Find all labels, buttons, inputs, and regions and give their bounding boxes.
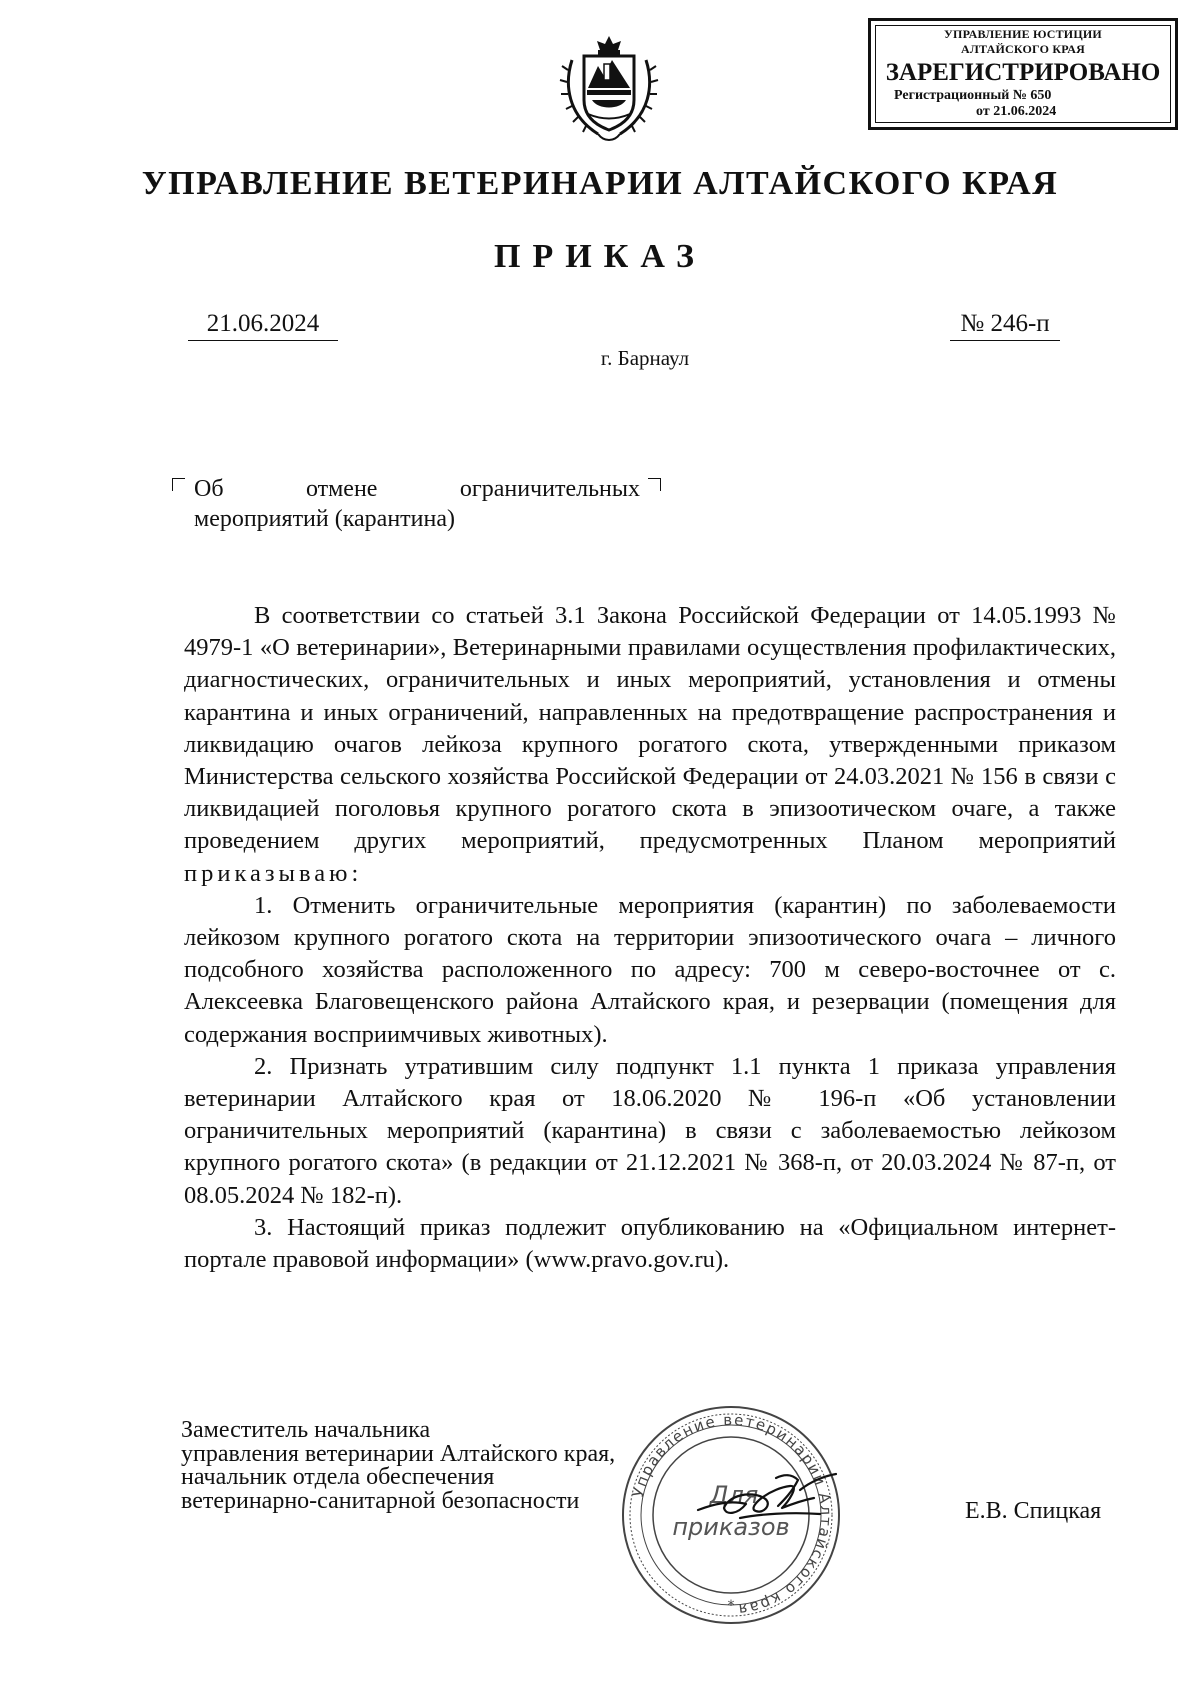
position-line-3: начальник отдела обеспечения <box>181 1464 495 1490</box>
position-line-1: Заместитель начальника <box>181 1417 431 1443</box>
organization-title: УПРАВЛЕНИЕ ВЕТЕРИНАРИИ АЛТАЙСКОГО КРАЯ <box>141 165 1059 202</box>
position-line-4: ветеринарно-санитарной безопасности <box>181 1487 580 1514</box>
item-1-paragraph: 1. Отменить ограничительные мероприятия (карантин) по заболеваемости лейкозом крупного рогатого скота на территории эпизоотического очага – личного подсобного хозяйства расположенного по адресу: 700 м северо-восточнее от с. Алексеевка Благовещенского района Алтайского края, и резервации (помещения для содержания восприимчивых животных). <box>184 891 1116 1048</box>
subject-line-1: Об отмене ограничительных <box>194 476 640 502</box>
preamble-text: В соответствии со статьей 3.1 Закона Российской Федерации от 14.05.1993 № 4979-1 «О ветеринарии», Ветеринарными правилами осуществления профилактических, диагностических, ограничительных и иных мероприятий, установления и отмены карантина и иных ограничений, направленных на предотвращение распространения и ликвидацию очагов лейкоза крупного рогатого скота, утвержденными приказом Министерства сельского хозяйства Российской Федерации от 24.03.2021 № 156 в связи с ликвидацией поголовья крупного рогатого скота в эпизоотическом очаге, а также проведением других мероприятий, предусмотренных Планом мероприятий <box>184 602 1116 855</box>
document-subject <box>194 474 640 534</box>
document-number: № 246-п <box>950 308 1060 341</box>
registration-status: ЗАРЕГИСТРИРОВАНО <box>885 59 1161 86</box>
document-body <box>184 600 1116 1276</box>
registration-number: Регистрационный № 650 <box>894 88 1052 103</box>
signer-name: Е.В. Спицкая <box>965 1498 1102 1524</box>
svg-text:*: * <box>727 1598 735 1614</box>
preamble-paragraph <box>184 600 1116 890</box>
subject-bracket-right-icon <box>648 478 661 491</box>
svg-text:приказов: приказов <box>672 1513 790 1541</box>
document-city: г. Барнаул <box>600 346 690 370</box>
item-3-paragraph: 3. Настоящий приказ подлежит опубликованию на «Официальном интернет-портале правовой информации» (www.pravo.gov.ru). <box>184 1213 1116 1274</box>
altai-krai-coat-of-arms-icon <box>558 30 660 150</box>
subject-line-2: мероприятий (карантина) <box>194 506 455 532</box>
registration-stamp <box>868 18 1178 130</box>
handwritten-signature-icon <box>680 1460 860 1540</box>
item-2-paragraph: 2. Признать утратившим силу подпункт 1.1 пункта 1 приказа управления ветеринарии Алтайского края от 18.06.2020 № 196-п «Об установлении ограничительных мероприятий (карантина) в связи с заболеваемостью лейкозом крупного рогатого скота» (в редакции от 21.12.2021 № 368-п, от 20.03.2024 № 87-п, от 08.05.2024 № 182-п). <box>184 1052 1116 1209</box>
svg-text:Управление ветеринарии Алтайск: Управление ветеринарии Алтайского края <box>628 1410 836 1619</box>
position-line-2: управления ветеринарии Алтайского края, <box>181 1440 616 1467</box>
document-date: 21.06.2024 <box>188 308 338 341</box>
document-type: ПРИКАЗ <box>494 238 706 275</box>
registration-date: от 21.06.2024 <box>976 104 1057 119</box>
svg-text:Для: Для <box>709 1481 759 1509</box>
registration-agency-line-1: УПРАВЛЕНИЕ ЮСТИЦИИ <box>944 27 1102 41</box>
subject-bracket-left-icon <box>172 478 185 491</box>
registration-agency-line-2: АЛТАЙСКОГО КРАЯ <box>961 42 1085 56</box>
order-keyword: приказываю: <box>184 859 363 887</box>
